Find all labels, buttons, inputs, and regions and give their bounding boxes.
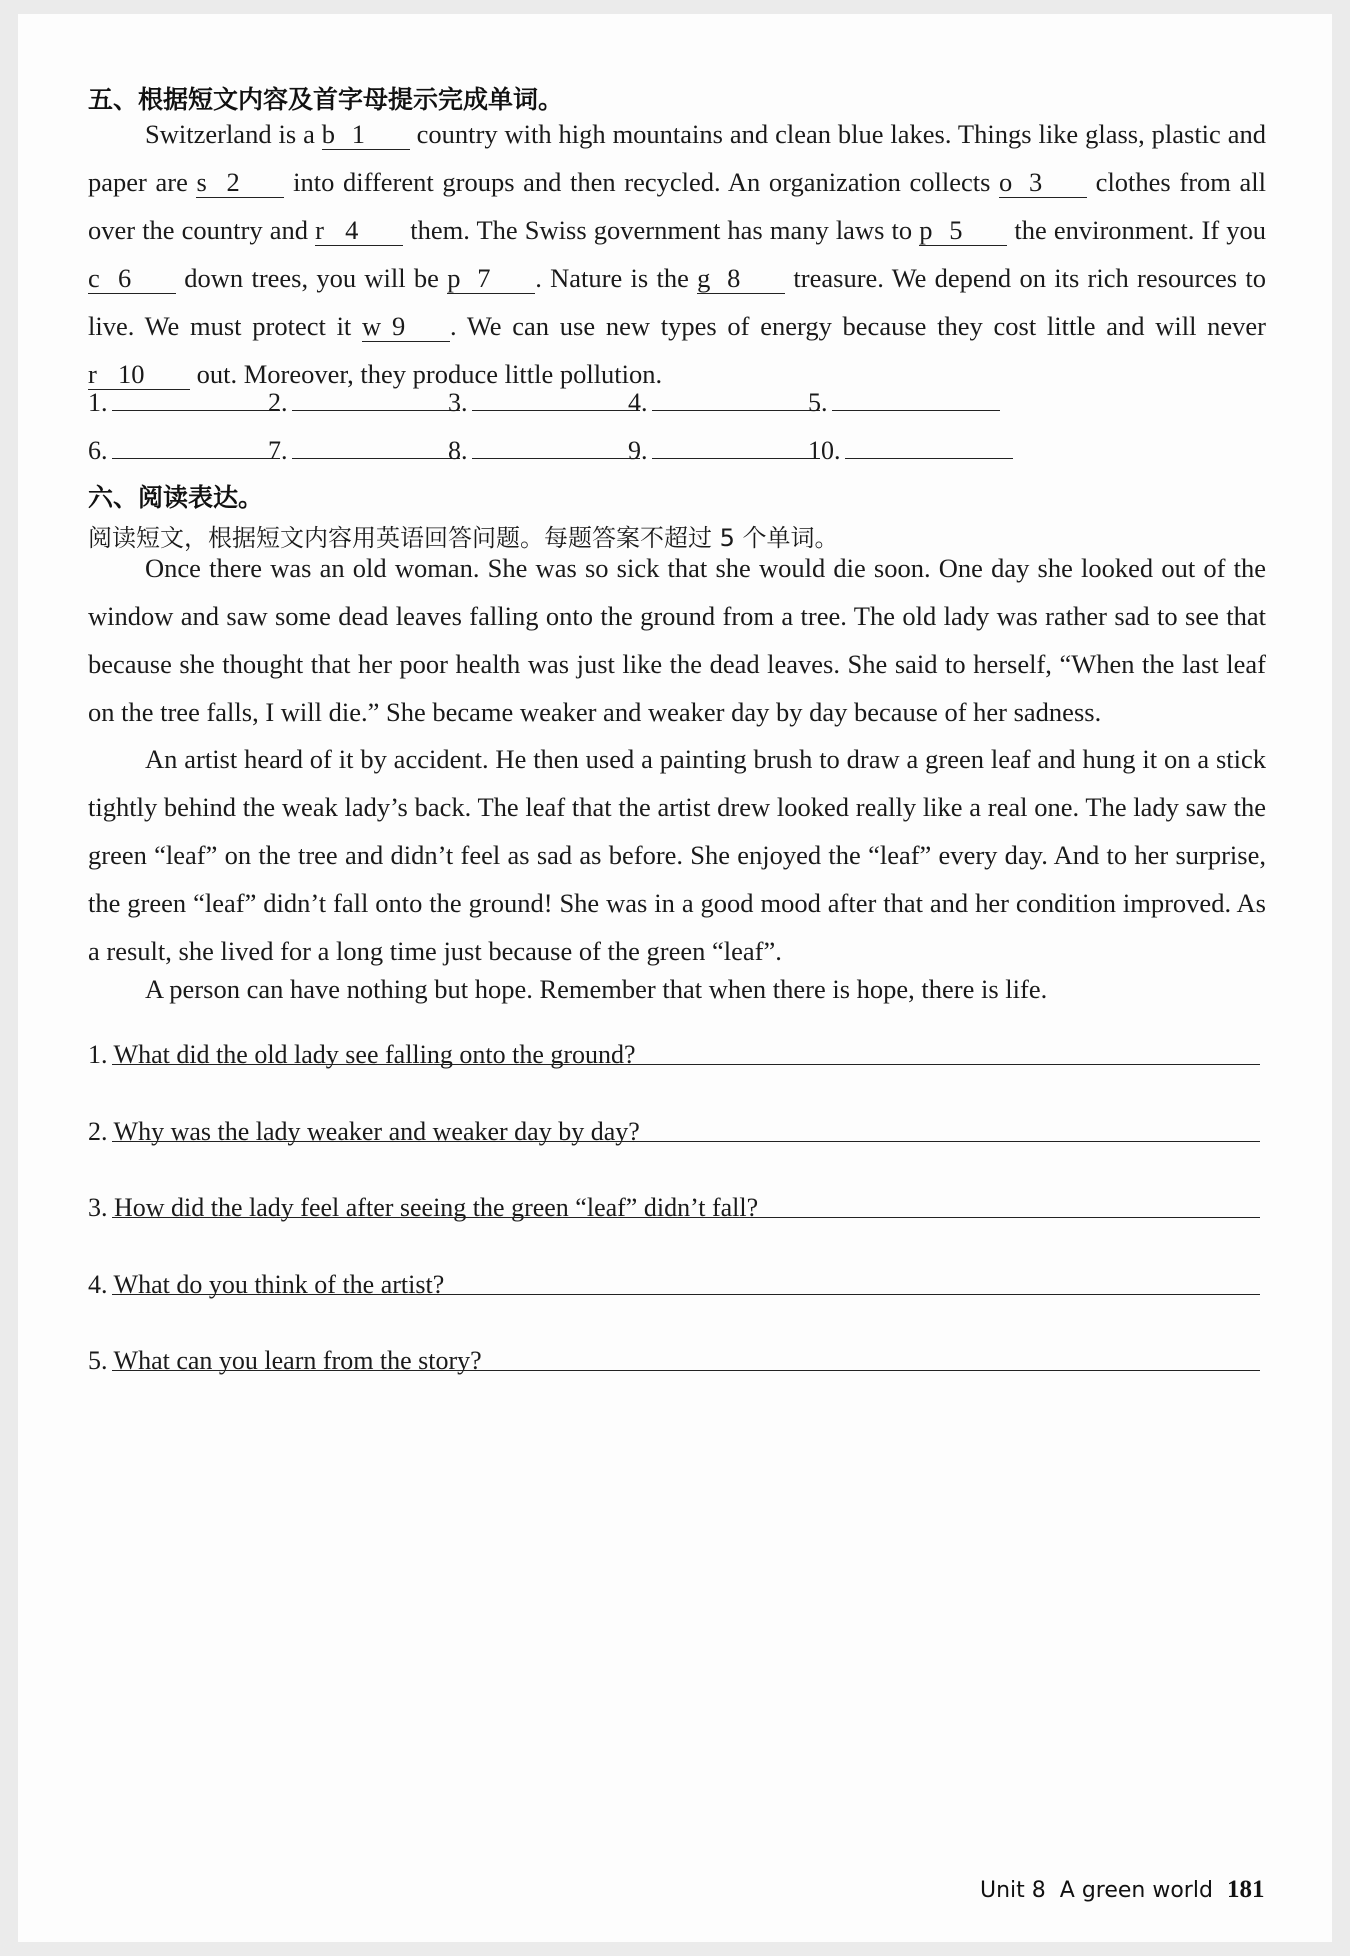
answer-label: 3. [448, 388, 468, 417]
answer-slot[interactable] [628, 432, 820, 466]
question-2: 2. Why was the lady weaker and weaker day by day? [88, 1117, 640, 1146]
blank-initial-letter: p [447, 263, 461, 293]
blank-initial-letter: b [321, 119, 335, 149]
blank-initial-letter: r [88, 359, 97, 389]
cloze-blank-1[interactable] [322, 119, 410, 150]
question-4: 4. What do you think of the artist? [88, 1270, 445, 1299]
cloze-blank-3[interactable] [999, 167, 1087, 198]
cloze-blank-7[interactable] [447, 263, 535, 294]
unit-label: Unit 8 [980, 1878, 1046, 1903]
answer-label: 9. [628, 436, 648, 465]
answer-label: 6. [88, 436, 108, 465]
blank-number: 9 [392, 311, 406, 341]
answer-slot[interactable] [808, 384, 1000, 418]
blank-number: 7 [477, 263, 491, 293]
passage-text: out. Moreover, they produce little pollution. [190, 359, 663, 389]
section-six-heading: 六、阅读表达。 [88, 483, 264, 512]
page-number: 181 [1226, 1876, 1265, 1903]
blank-number: 5 [949, 215, 963, 245]
blank-initial-letter: r [315, 215, 324, 245]
answer-line[interactable] [472, 432, 640, 459]
answer-line[interactable] [472, 384, 640, 411]
cloze-blank-9[interactable] [362, 311, 450, 342]
passage-text: . Nature is the [535, 263, 698, 293]
answer-slot[interactable] [808, 432, 1013, 466]
passage-text: into different groups and then recycled. An organization collects [284, 167, 1000, 197]
section-five-heading: 五、根据短文内容及首字母提示完成单词。 [88, 85, 564, 114]
workbook-page [18, 14, 1332, 1942]
answer-label: 4. [628, 388, 648, 417]
answer-slot[interactable] [268, 384, 460, 418]
blank-initial-letter: p [919, 215, 933, 245]
blank-initial-letter: c [88, 263, 100, 293]
unit-title: A green world [1059, 1878, 1213, 1903]
answer-row-2 [88, 432, 1266, 468]
passage-text: . We can use new types of energy because they cost little and will never [450, 311, 1267, 341]
blank-number: 6 [118, 263, 132, 293]
blank-number: 4 [345, 215, 359, 245]
answer-slot[interactable] [448, 384, 640, 418]
answer-line[interactable] [292, 432, 460, 459]
story-paragraph-3: A person can have nothing but hope. Remember that when there is hope, there is life. [145, 974, 1048, 1004]
question-1: 1. What did the old lady see falling onto the ground? [88, 1040, 636, 1069]
answer-label: 5. [808, 388, 828, 417]
cloze-blank-4[interactable] [315, 215, 403, 246]
answer-label: 8. [448, 436, 468, 465]
cloze-blank-2[interactable] [196, 167, 284, 198]
answer-label: 7. [268, 436, 288, 465]
blank-number: 1 [351, 119, 365, 149]
question-3: 3. How did the lady feel after seeing the green “leaf” didn’t fall? [88, 1193, 759, 1222]
section-six-instruction: 阅读短文，根据短文内容用英语回答问题。每题答案不超过 5 个单词。 [88, 524, 839, 552]
blank-number: 2 [226, 167, 240, 197]
blank-initial-letter: o [999, 167, 1013, 197]
blank-number: 8 [727, 263, 741, 293]
answer-slot[interactable] [268, 432, 460, 466]
passage-text: them. The Swiss government has many laws to [403, 215, 920, 245]
answer-line-q4[interactable] [112, 1294, 1260, 1295]
passage-text: country with high mountains and clean blue lakes. Things like glass, plastic and paper are [88, 119, 1266, 197]
answer-line-q3[interactable] [112, 1217, 1260, 1218]
answer-line[interactable] [845, 432, 1013, 459]
answer-line[interactable] [652, 384, 820, 411]
answer-line-q1[interactable] [112, 1064, 1260, 1065]
story-paragraph-1: Once there was an old woman. She was so sick that she would die soon. One day she looked out of the window and saw some dead leaves falling onto the ground from a tree. The old lady was rather sad to see that because she thought that her poor health was just like the dead leaves. She said to herself, “When the last leaf on the tree falls, I will die.” She became weaker and weaker day by day because of her sadness. [88, 553, 1266, 727]
question-5: 5. What can you learn from the story? [88, 1346, 482, 1375]
answer-line[interactable] [112, 432, 280, 459]
answer-label: 10. [808, 436, 841, 465]
blank-initial-letter: w [362, 311, 382, 341]
answer-line-q2[interactable] [112, 1141, 1260, 1142]
answer-label: 1. [88, 388, 108, 417]
cloze-blank-6[interactable] [88, 263, 176, 294]
answer-line[interactable] [652, 432, 820, 459]
answer-slot[interactable] [448, 432, 640, 466]
passage-text: clothes from all over the country and [88, 167, 1267, 245]
blank-number: 10 [118, 359, 145, 389]
answer-slot[interactable] [88, 384, 280, 418]
cloze-passage [88, 110, 1266, 398]
answer-slot[interactable] [88, 432, 280, 466]
answer-slot[interactable] [628, 384, 820, 418]
blank-number: 3 [1029, 167, 1043, 197]
passage-text: down trees, you will be [176, 263, 448, 293]
answer-line[interactable] [112, 384, 280, 411]
answer-line[interactable] [292, 384, 460, 411]
passage-text: treasure. We depend on its rich resources to live. We must protect it [88, 263, 1266, 341]
answer-label: 2. [268, 388, 288, 417]
blank-initial-letter: g [697, 263, 711, 293]
page-footer [980, 1876, 1264, 1904]
answer-line[interactable] [832, 384, 1000, 411]
passage-text: Switzerland is a [145, 119, 322, 149]
cloze-blank-5[interactable] [919, 215, 1007, 246]
cloze-blank-8[interactable] [697, 263, 785, 294]
answer-row-1 [88, 384, 1266, 420]
blank-initial-letter: s [196, 167, 207, 197]
story-paragraph-2: An artist heard of it by accident. He then used a painting brush to draw a green leaf and hung it on a stick tightly behind the weak lady’s back. The leaf that the artist drew looked really like a real one. The lady saw the green “leaf” on the tree and didn’t feel as sad as before. She enjoyed the “leaf” every day. And to her surprise, the green “leaf” didn’t fall onto the ground! She was in a good mood after that and her condition improved. As a result, she lived for a long time just because of the green “leaf”. [88, 744, 1266, 966]
passage-text: the environment. If you [1007, 215, 1266, 245]
answer-line-q5[interactable] [112, 1370, 1260, 1371]
